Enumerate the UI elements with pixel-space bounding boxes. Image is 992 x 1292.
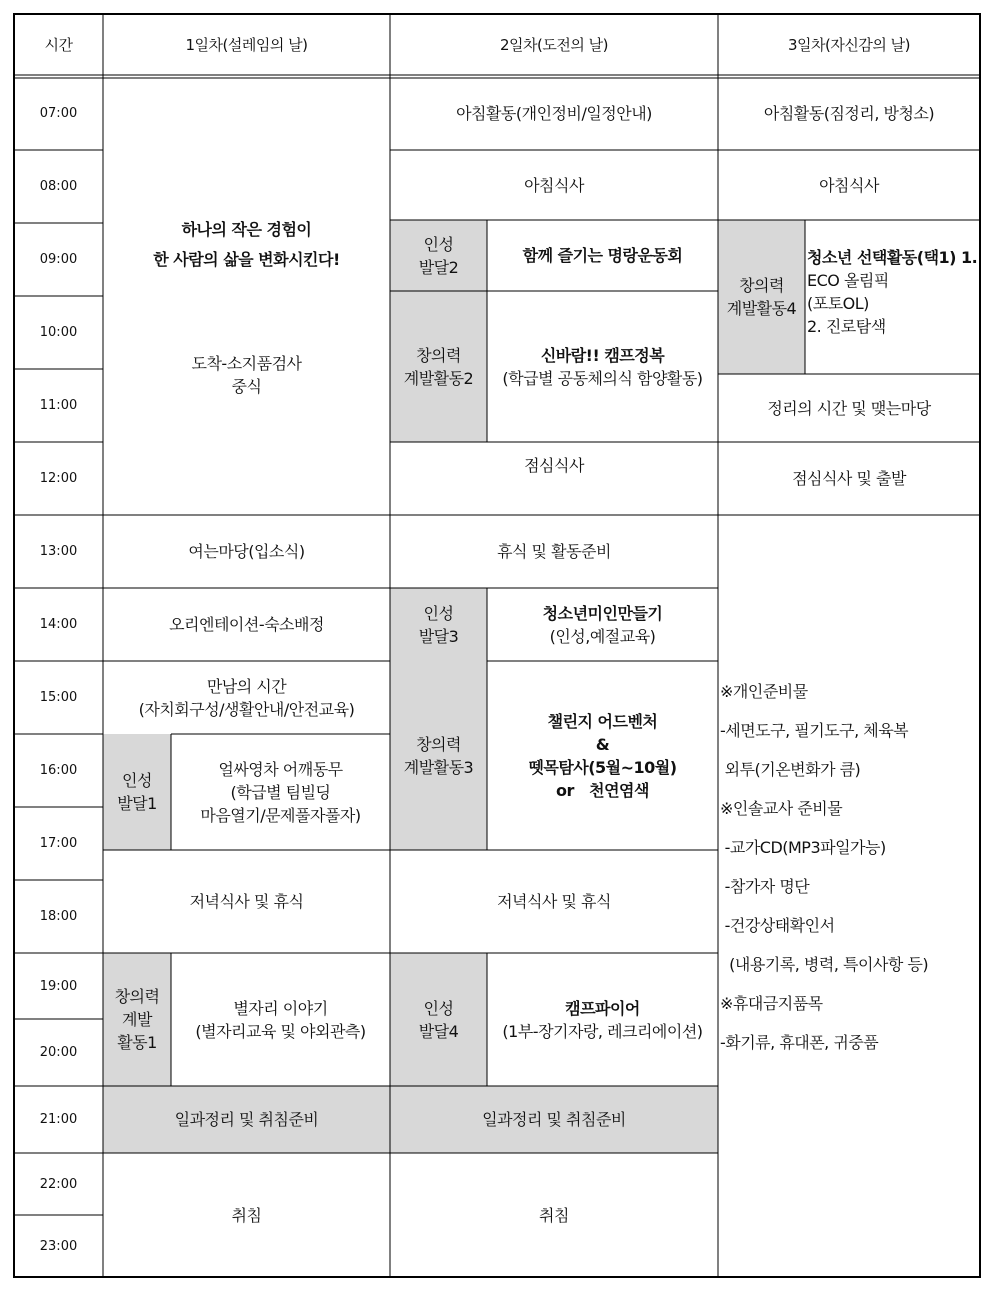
day2-sleep: 취침: [539, 1205, 569, 1225]
day1-stars: 별자리 이야기 (별자리교육 및 야외관측): [195, 998, 366, 1041]
time-1500: 15:00: [39, 690, 78, 705]
notes-item: ※인솔교사 준비물: [720, 799, 843, 818]
day1-sleep: 취침: [231, 1205, 262, 1225]
day2-conquest: 신바람!! 캠프정복 (학급별 공동체의식 함양활동): [502, 345, 703, 388]
header-day1: 1일차(설레임의 날): [185, 35, 308, 54]
day1-slogan: 하나의 작은 경험이 한 사람의 삶을 변화시킨다!: [153, 220, 340, 269]
day3-selective: 청소년 선택활동(택1) 1. ECO 올림픽 (포토OL) 2. 진로탐색: [807, 248, 978, 336]
day2-campfire: 캠프파이어 (1부-장기자랑, 레크리에이션): [502, 998, 703, 1041]
time-0700: 07:00: [39, 106, 78, 121]
day1-orientation: 오리엔테이션-숙소배정: [169, 615, 324, 634]
day1-wrapup: 일과정리 및 취침준비: [103, 1086, 390, 1153]
notes-item: -화기류, 휴대폰, 귀중품: [720, 1033, 879, 1052]
notes-item: -건강상태확인서: [720, 916, 835, 935]
day2-personality3-tag: 인성 발달3: [390, 588, 487, 661]
time-1700: 17:00: [39, 836, 78, 851]
day2-sports: 함께 즐기는 명랑운동회: [522, 246, 683, 265]
day3-morning: 아침활동(짐정리, 방청소): [763, 104, 935, 123]
day1-arrival: 도착-소지품검사 중식: [191, 354, 302, 396]
day3-notes: [718, 672, 980, 1122]
time-1300: 13:00: [39, 544, 78, 559]
day2-wrapup: 일과정리 및 취침준비: [390, 1086, 718, 1153]
day1-dinner: 저녁식사 및 휴식: [189, 892, 304, 911]
day3-closing: 정리의 시간 및 맺는마당: [767, 398, 931, 418]
time-1400: 14:00: [39, 617, 78, 632]
notes-item: ※휴대금지품목: [720, 994, 823, 1013]
day1-opening: 여는마당(입소식): [188, 542, 305, 561]
time-0800: 08:00: [39, 179, 78, 194]
time-0900: 09:00: [39, 252, 78, 267]
day2-morning: 아침활동(개인정비/일정안내): [456, 104, 652, 123]
time-1800: 18:00: [39, 909, 78, 924]
day1-personality1-tag: 인성 발달1: [103, 734, 171, 850]
header-time: 시간: [44, 35, 73, 54]
day2-personality4-tag: 인성 발달4: [390, 953, 487, 1086]
day1-meeting: 만남의 시간 (자치회구성/생활안내/안전교육): [138, 676, 355, 719]
day2-challenge: 챌린지 어드벤처 & 뗏목탐사(5월~10월) or 천연염색: [528, 711, 677, 800]
time-1900: 19:00: [39, 978, 78, 994]
notes-item: 외투(기온변화가 큼): [720, 760, 861, 779]
day2-personality2-tag: 인성 발달2: [390, 220, 487, 291]
day2-breakfast: 아침식사: [524, 175, 584, 195]
notes-item: (내용기록, 병력, 특이사항 등): [720, 955, 929, 974]
time-2100: 21:00: [39, 1112, 78, 1127]
time-1000: 10:00: [39, 325, 78, 340]
day2-dinner: 저녁식사 및 휴식: [497, 892, 611, 911]
day1-creative1-tag: 창의력 계발 활동1: [103, 953, 171, 1086]
time-2000: 20:00: [39, 1045, 78, 1060]
time-1100: 11:00: [39, 398, 78, 413]
time-2200: 22:00: [39, 1176, 78, 1192]
day2-lunch: 점심식사: [524, 455, 584, 475]
notes-item: -세면도구, 필기도구, 체육복: [720, 721, 909, 740]
day2-creative3-tag: 창의력 계발활동3: [390, 661, 487, 850]
header-day2: 2일차(도전의 날): [500, 35, 608, 54]
day1-personality1: 얼싸영차 어깨동무 (학급별 팀빌딩 마음열기/문제풀자풀자): [200, 759, 361, 825]
notes-item: ※개인준비물: [720, 682, 808, 701]
day3-creative4-tag: 창의력 계발활동4: [718, 220, 805, 374]
day2-etiquette: 청소년미인만들기 (인성,예절교육): [542, 603, 663, 646]
time-2300: 23:00: [39, 1238, 78, 1254]
day3-breakfast: 아침식사: [819, 175, 879, 195]
time-1600: 16:00: [39, 763, 78, 778]
day3-lunch-departure: 점심식사 및 출발: [792, 469, 906, 488]
day2-rest: 휴식 및 활동준비: [497, 542, 611, 561]
day2-creative2-tag: 창의력 계발활동2: [390, 291, 487, 442]
header-day3: 3일차(자신감의 날): [788, 35, 910, 54]
notes-item: -참가자 명단: [720, 877, 810, 896]
time-1200: 12:00: [39, 471, 78, 486]
notes-item: -교가CD(MP3파일가능): [720, 838, 886, 857]
